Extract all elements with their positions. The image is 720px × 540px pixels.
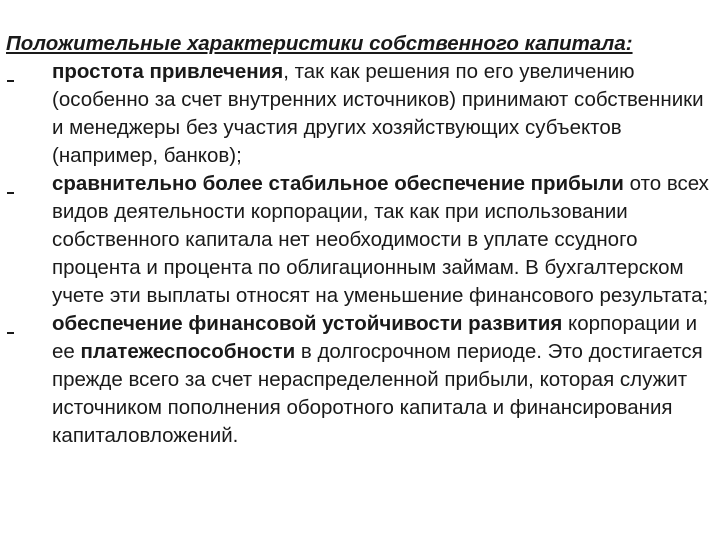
bullet-dash-icon	[6, 170, 18, 198]
slide-heading: Положительные характеристики собственного капитала:	[6, 32, 633, 55]
bullet-dash-icon	[6, 58, 18, 86]
item-text: в долгосрочном периоде. Это достигается прежде всего за счет нераспределенной прибыли, которая служит источником пополнения оборотного капитала и финансирования капиталовложений.	[52, 340, 703, 447]
item-text: ото всех видов деятельности корпорации, так как при использовании собственного капитала нет необходимости в уплате ссудного процента и процента по облигационным займам. В бухгалтерском учете эти выплаты относят на уменьшение финансового результата;	[52, 172, 709, 307]
list-item	[6, 170, 714, 310]
bullet-list	[6, 58, 714, 450]
list-item	[6, 310, 714, 450]
item-text: , так как решения по его увеличению (особенно за счет внутренних источников) принимают собственники и менеджеры без участия других хозяйствующих субъектов (например, банков);	[52, 60, 704, 167]
item-bold-text: простота привлечения	[52, 60, 284, 83]
item-bold-text: платежеспособности	[80, 340, 296, 363]
item-text: корпорации и ее	[52, 312, 698, 363]
item-bold-text: сравнительно более стабильное обеспечение прибыли	[52, 172, 624, 195]
bullet-dash-icon	[6, 310, 18, 338]
item-bold-text: обеспечение финансовой устойчивости развития	[52, 312, 563, 335]
list-item	[6, 58, 714, 170]
